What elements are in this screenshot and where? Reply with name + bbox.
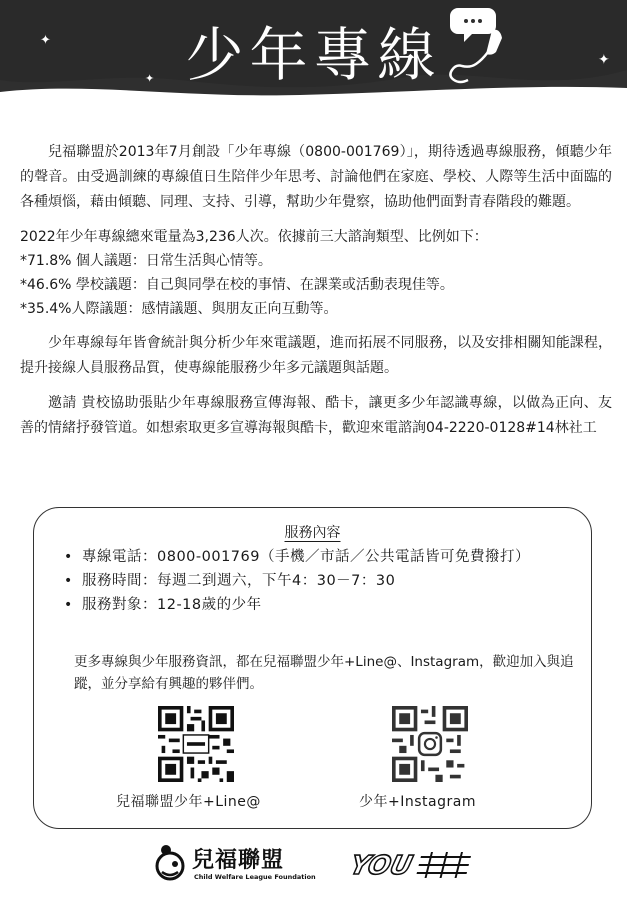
service-title: 服務內容 (284, 525, 341, 541)
org-name: 兒福聯盟 (192, 848, 285, 873)
main-content (20, 140, 612, 451)
instagram-qr-caption: 少年+Instagram (359, 794, 476, 810)
more-info-text: 更多專線與少年服務資訊，都在兒福聯盟少年+Line@、Instagram，歡迎加入與追蹤，並分享給有興趣的夥伴們。 (74, 654, 574, 692)
stats-heading: 2022年少年專線總來電量為3,236人次。依據前三大諮詢類型、比例如下： (20, 229, 488, 245)
stat-item: *46.6% 學校議題：自己與同學在校的事情、在課業或活動表現佳等。 (20, 277, 454, 293)
service-item-audience: • 服務對象：12-18歲的少年 (82, 593, 572, 617)
service-paragraph: 少年專線每年皆會統計與分析少年來電議題，進而拓展不同服務，以及安排相關知能課程，提升接線人員服務品質，使專線能服務少年多元議題與話題。 (20, 335, 612, 376)
invitation-paragraph: 邀請 貴校協助張貼少年專線服務宣傳海報、酷卡，讓更多少年認識專線，以做為正向、友善的情緒抒發管道。如想索取更多宣導海報與酷卡，歡迎來電諮詢04-2220-0128#14林社工 (20, 395, 612, 436)
you-plus-logo (345, 848, 475, 882)
line-qr-code[interactable] (158, 706, 234, 782)
instagram-qr-code[interactable] (392, 706, 468, 782)
star-icon: ✦ (145, 72, 155, 85)
svg-text:YOU: YOU (346, 850, 416, 881)
call-statistics (20, 225, 612, 321)
header-banner (0, 0, 627, 105)
service-item-hours: • 服務時間：每週二到週六，下午4：30－7：30 (82, 569, 572, 593)
service-list (82, 545, 572, 617)
stat-item: *35.4%人際議題：感情議題、與朋友正向互動等。 (20, 301, 338, 317)
star-icon: ✦ (598, 52, 610, 68)
phone-chat-icon (430, 0, 520, 90)
service-info-box (33, 507, 592, 829)
stat-item: *71.8% 個人議題：日常生活與心情等。 (20, 253, 272, 269)
line-qr-caption: 兒福聯盟少年+Line@ (116, 794, 261, 810)
page-title: 少年專線 (185, 21, 442, 89)
intro-paragraph: 兒福聯盟於2013年7月創設「少年專線（0800-001769）」，期待透過專線服務，傾聽少年的聲音。由受過訓練的專線值日生陪伴少年思考、討論他們在家庭、學校、人際等生活中面臨的各種煩惱，藉由傾聽、同理、支持、引導，幫助少年覺察，協助他們面對青春階段的難題。 (20, 144, 612, 210)
star-icon: ✦ (40, 33, 51, 48)
org-name-english: Child Welfare League Foundation (194, 873, 316, 881)
service-item-hotline: • 專線電話：0800-001769（手機／市話／公共電話皆可免費撥打） (82, 545, 572, 569)
